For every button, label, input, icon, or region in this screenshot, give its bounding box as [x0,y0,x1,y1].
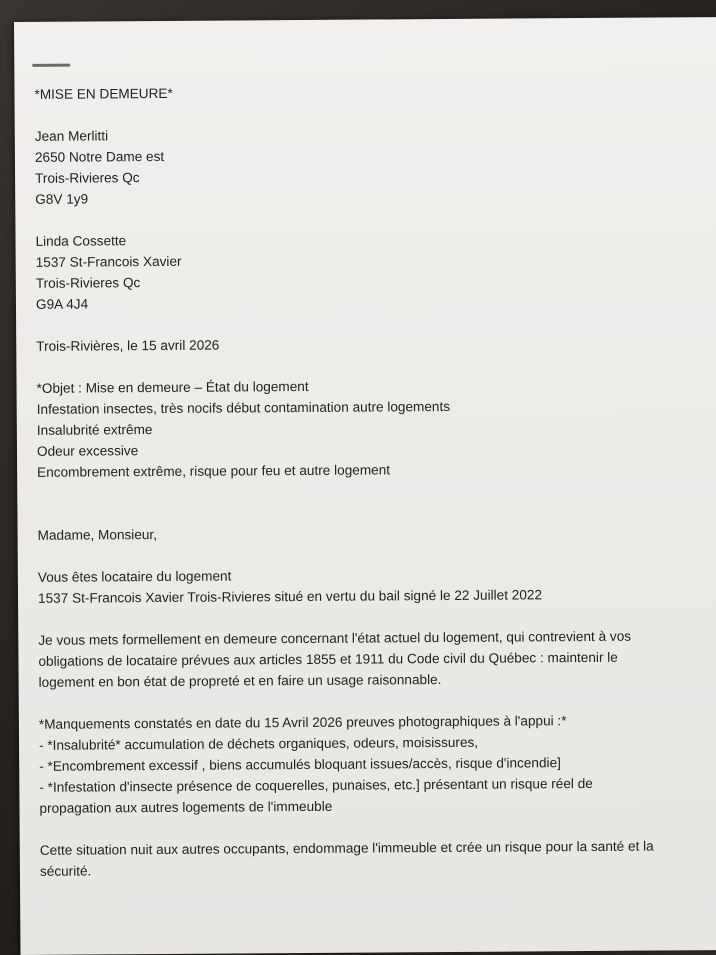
sender-postal: G8V 1y9 [35,191,89,207]
list-item-continued: propagation aux autres logements de l'immeuble [39,798,333,816]
sender-name: Jean Merlitti [34,128,109,144]
letter-body [34,79,716,882]
recipient-street: 1537 St-Francois Xavier [35,253,182,270]
closing-line: sécurité. [39,863,92,879]
sender-city: Trois-Rivieres Qc [35,170,140,186]
tenancy-block [38,562,716,609]
sender-address [35,121,716,210]
paragraph-line: Je vous mets formellement en demeure concernant l'état actuel du logement, qui contrevient à vos [38,628,632,648]
subject-item: Encombrement extrême, risque pour feu et autre logement [37,462,391,480]
pen-mark [32,64,70,67]
recipient-postal: G9A 4J4 [35,296,89,312]
subject-item: Odeur excessive [36,443,139,459]
date-line: Trois-Rivières, le 15 avril 2026 [36,337,220,354]
subject-item: Infestation insectes, très nocifs début contamination autre logements [36,398,451,417]
closing-line: Cette situation nuit aux autres occupants, endommage l'immeuble et crée un risque pour la santé et la [39,838,654,858]
notice-paragraph [38,625,716,693]
subject-block [36,373,716,483]
subject-line: *Objet : Mise en demeure – État du logement [36,378,309,396]
breaches-heading: *Manquements constatés en date du 15 Avril 2026 preuves photographiques à l'appui :* [38,713,567,732]
breaches-block [39,709,716,819]
recipient-name: Linda Cossette [35,233,127,249]
letter-title: *MISE EN DEMEURE* [34,85,173,102]
list-item: - *Infestation d'insecte présence de coquerelles, punaises, etc.] présentant un risque réel de [39,775,593,795]
closing-paragraph [40,835,716,882]
letter-page [14,17,716,955]
paragraph-line: logement en bon état de propreté et en faire un usage raisonnable. [38,672,442,690]
paragraph-line: obligations de locataire prévues aux articles 1855 et 1911 du Code civil du Québec : maintenir le [38,649,618,669]
tenancy-line: Vous êtes locataire du logement [37,568,232,585]
salutation: Madame, Monsieur, [37,527,158,543]
subject-item: Insalubrité extrême [36,422,153,438]
list-item: - *Encombrement excessif , biens accumulés bloquant issues/accès, risque d'incendie] [39,755,561,774]
list-item: - *Insalubrité* accumulation de déchets organiques, odeurs, moisissures, [38,734,479,753]
recipient-city: Trois-Rivieres Qc [35,275,141,291]
recipient-address [35,226,716,315]
sender-street: 2650 Notre Dame est [34,148,165,165]
tenancy-line: 1537 St-Francois Xavier Trois-Rivieres situé en vertu du bail signé le 22 Juillet 2022 [37,587,543,606]
